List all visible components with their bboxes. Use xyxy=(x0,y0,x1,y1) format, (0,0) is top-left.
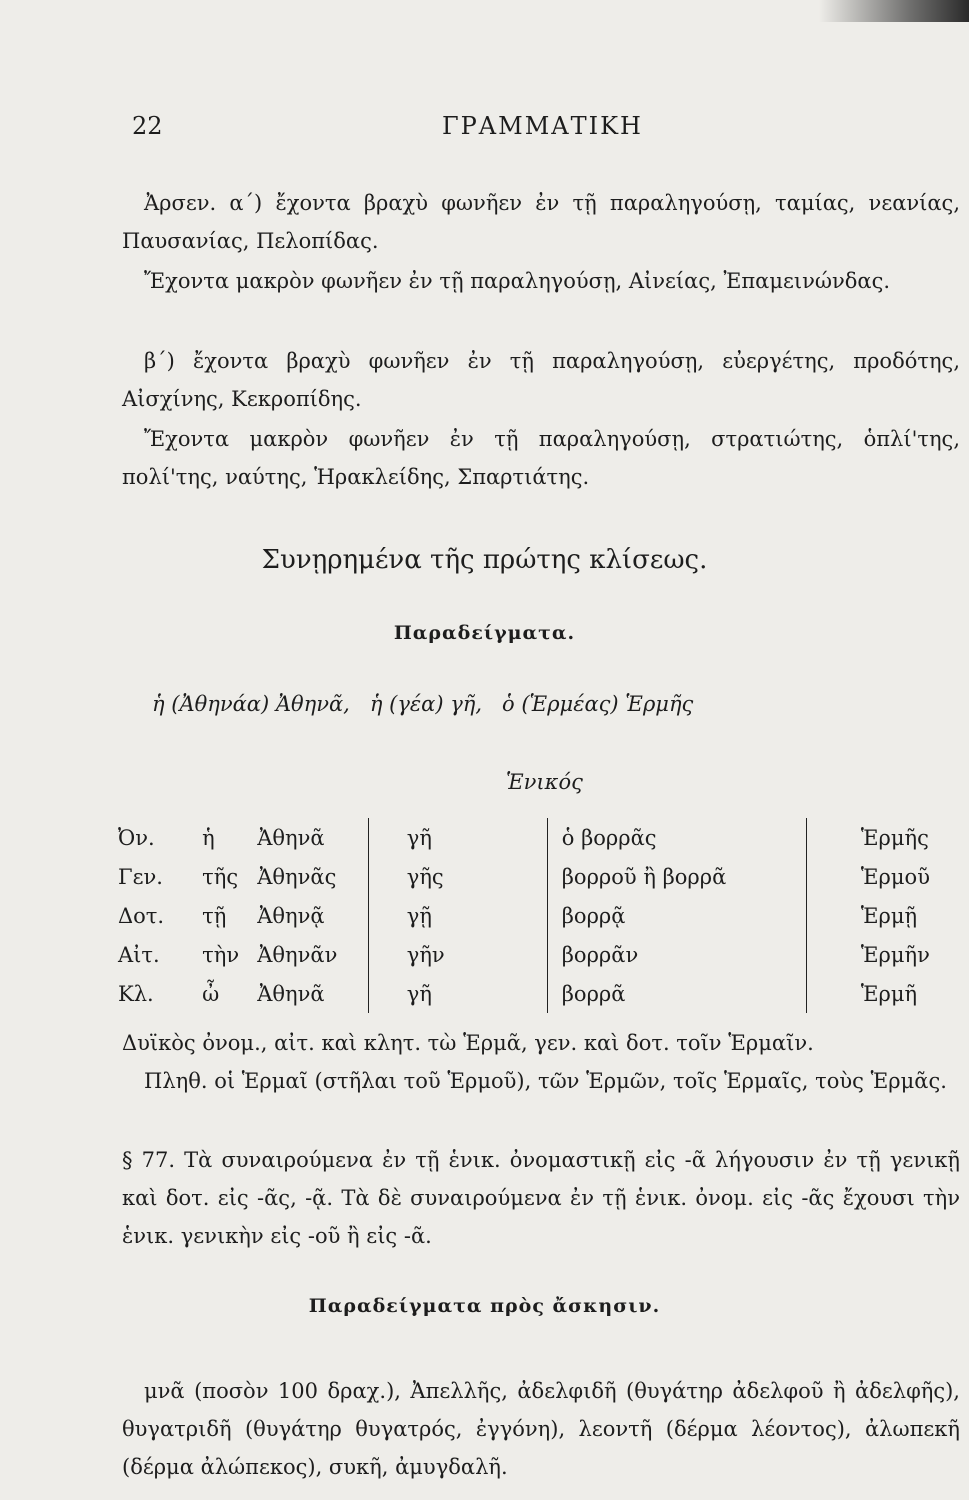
paragraph-plural: Πληθ. οἱ Ἑρμαῖ (στῆλαι τοῦ Ἑρμοῦ), τῶν Ἑρμῶν, τοῖς Ἑρμαῖς, τοὺς Ἑρμᾶς. xyxy=(144,1069,947,1093)
borras-form: βορροῦ ἢ βορρᾶ xyxy=(547,857,806,896)
page-number: 22 xyxy=(132,112,163,140)
running-title: ΓΡΑΜΜΑΤΙΚΗ xyxy=(442,112,643,140)
declension-table xyxy=(118,818,969,1013)
hermes-form: Ἑρμῇ xyxy=(806,896,969,935)
case-label: Ὀν. xyxy=(118,825,155,850)
page-header xyxy=(132,112,968,152)
section-title: Συνῃρημένα τῆς πρώτης κλίσεως. xyxy=(261,545,708,575)
table-row xyxy=(118,896,969,935)
ge-form: γῆ xyxy=(368,818,547,857)
case-label: Δοτ. xyxy=(118,903,165,928)
ge-form: γῇ xyxy=(368,896,547,935)
hermes-form: Ἑρμοῦ xyxy=(806,857,969,896)
athena-form: Ἀθηνᾶς xyxy=(257,864,337,889)
paragraph-dual: Δυϊκὸς ὀνομ., αἰτ. καὶ κλητ. τὼ Ἑρμᾶ, γεν. καὶ δοτ. τοῖν Ἑρμαῖν. xyxy=(122,1031,814,1055)
case-label: Αἰτ. xyxy=(118,942,160,967)
borras-form: βορρᾶν xyxy=(547,935,806,974)
ge-form: γῆν xyxy=(368,935,547,974)
table-row xyxy=(118,974,969,1013)
case-label: Γεν. xyxy=(118,864,163,889)
paragraph-masculine-a: Ἀρσεν. α΄) ἔχοντα βραχὺ φωνῆεν ἐν τῇ παραληγούσῃ, ταμίας, νεανίας, Παυσανίας, Πελοπίδας. xyxy=(122,191,960,253)
hermes-form: Ἑρμῆ xyxy=(806,974,969,1013)
article-cell: ἡ xyxy=(202,825,215,850)
paragraph-masculine-a-long: Ἔχοντα μακρὸν φωνῆεν ἐν τῇ παραληγούσῃ, Αἰνείας, Ἐπαμεινώνδας. xyxy=(144,269,891,293)
table-row xyxy=(118,818,969,857)
borras-form: ὁ βορρᾶς xyxy=(547,818,806,857)
article-cell: ὦ xyxy=(202,981,220,1006)
paragraph-masculine-b: β΄) ἔχοντα βραχὺ φωνῆεν ἐν τῇ παραληγούσῃ, εὐεργέτης, προδότης, Αἰσχίνης, Κεκροπίδης. xyxy=(122,349,960,411)
article-cell: τὴν xyxy=(202,942,240,967)
exercise-paragraph: μνᾶ (ποσὸν 100 δραχ.), Ἀπελλῆς, ἀδελφιδῆ (θυγάτηρ ἀδελφοῦ ἢ ἀδελφῆς), θυγατριδῆ (θυγάτηρ θυγατρός, ἐγγόνη), λεοντῆ (δέρμα λέοντος), ἀλωπεκῆ (δέρμα ἀλώπεκος), συκῆ, ἀμυγδαλῆ. xyxy=(122,1379,960,1479)
scan-corner-shadow xyxy=(819,0,969,22)
singular-label: Ἑνικός xyxy=(506,770,583,794)
paragraph-section-77: § 77. Τὰ συναιρούμενα ἐν τῇ ἑνικ. ὀνομαστικῇ εἰς -ᾶ λήγουσιν ἐν τῇ γενικῇ καὶ δοτ. εἰς -ᾶς, -ᾷ. Τὰ δὲ συναιρούμενα ἐν τῇ ἑνικ. ὀνομ. εἰς -ᾶς ἔχουσι τὴν ἑνικ. γενικὴν εἰς -οῦ ἢ εἰς -ᾶ. xyxy=(122,1148,960,1248)
exercise-heading: Παραδείγματα πρὸς ἄσκησιν. xyxy=(308,1295,661,1317)
examples-heading: Παραδείγματα. xyxy=(393,622,576,644)
paragraph-masculine-b-long: Ἔχοντα μακρὸν φωνῆεν ἐν τῇ παραληγούσῃ, στρατιώτης, ὁπλί'της, πολί'της, ναύτης, Ἡρακλείδης, Σπαρτιάτης. xyxy=(122,427,960,489)
athena-form: Ἀθηνᾶ xyxy=(257,825,325,850)
examples-line: ἡ (Ἀθηνάα) Ἀθηνᾶ, ἡ (γέα) γῆ, ὁ (Ἑρμέας) Ἑρμῆς xyxy=(152,692,694,716)
ge-form: γῆς xyxy=(368,857,547,896)
article-cell: τῇ xyxy=(202,903,227,928)
article-cell: τῆς xyxy=(202,864,239,889)
borras-form: βορρᾷ xyxy=(547,896,806,935)
borras-form: βορρᾶ xyxy=(547,974,806,1013)
table-row xyxy=(118,935,969,974)
athena-form: Ἀθηνᾶ xyxy=(257,981,325,1006)
hermes-form: Ἑρμῆν xyxy=(806,935,969,974)
hermes-form: Ἑρμῆς xyxy=(806,818,969,857)
table-row xyxy=(118,857,969,896)
ge-form: γῆ xyxy=(368,974,547,1013)
case-label: Κλ. xyxy=(118,981,154,1006)
athena-form: Ἀθηνᾷ xyxy=(257,903,325,928)
athena-form: Ἀθηνᾶν xyxy=(257,942,338,967)
